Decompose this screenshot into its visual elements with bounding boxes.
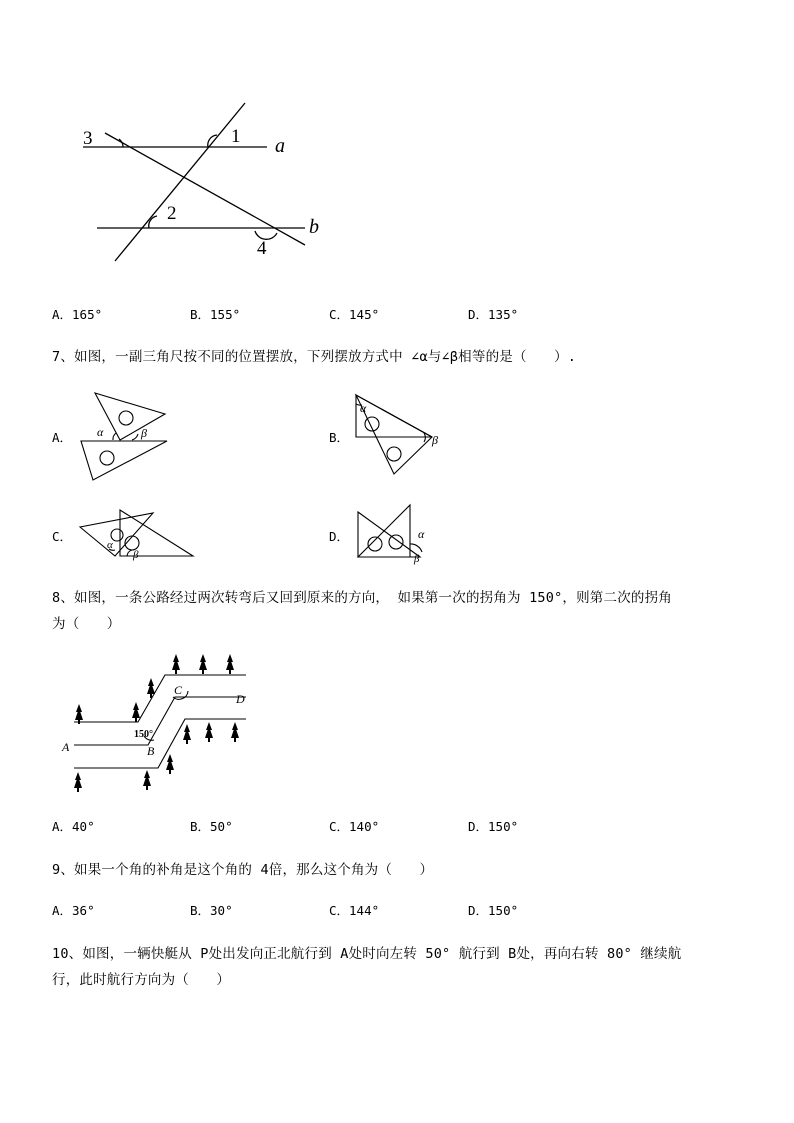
point-d-label: D [236, 692, 245, 706]
q8-stem-line2: 为（ ） [52, 616, 121, 632]
q9-stem: 9、如果一个角的补角是这个角的 4倍，那么这个角为（ ） [52, 862, 434, 878]
q7-option-c-letter: C． [52, 529, 73, 544]
q6-option-d: D．135° [468, 307, 519, 322]
angle-4-label: 4 [257, 238, 267, 259]
q6-option-a: A．165° [52, 307, 103, 322]
point-c-label: C [174, 683, 183, 697]
q8-option-a: A．40° [52, 819, 95, 834]
q9-option-c: C．144° [329, 903, 380, 918]
angle-1-label: 1 [231, 126, 241, 147]
beta-label: β [133, 549, 139, 561]
q10-stem-line1: 10、如图，一辆快艇从 P处出发向正北航行到 A处时向左转 50° 航行到 B处，再向右转 80° 继续航 [52, 946, 682, 962]
q6-figure [75, 95, 335, 270]
q7-option-a-figure [75, 388, 175, 483]
q6-option-c: C．145° [329, 307, 380, 322]
q7-option-c-figure [75, 505, 200, 565]
alpha-label: α [360, 401, 367, 415]
q7-option-b-figure [350, 390, 450, 480]
alpha-label: α [418, 527, 425, 541]
q7-option-b-letter: B． [329, 430, 350, 445]
q8-option-b: B．50° [190, 819, 233, 834]
q9-option-d: D．150° [468, 903, 519, 918]
q9-option-b: B．30° [190, 903, 233, 918]
beta-label: β [432, 433, 438, 447]
q7-option-d-letter: D． [329, 529, 350, 544]
alpha-label: α [97, 425, 104, 439]
line-a-label: a [275, 135, 285, 157]
angle-2-label: 2 [167, 203, 177, 224]
q8-road-figure [60, 648, 260, 796]
q8-option-d: D．150° [468, 819, 519, 834]
q8-stem-line1: 8、如图，一条公路经过两次转弯后又回到原来的方向， 如果第一次的拐角为 150°，则第二次的拐角 [52, 590, 672, 606]
point-b-label: B [147, 744, 155, 758]
transversal-1 [115, 103, 245, 261]
angle-3-label: 3 [83, 128, 93, 149]
q7-stem: 7、如图，一副三角尺按不同的位置摆放，下列摆放方式中 ∠α与∠β相等的是（ ）. [52, 349, 577, 365]
q6-option-b: B．155° [190, 307, 241, 322]
q8-option-c: C．140° [329, 819, 380, 834]
q9-option-a: A．36° [52, 903, 95, 918]
q7-option-a-letter: A． [52, 430, 73, 445]
q7-option-d-figure [350, 500, 440, 565]
q10-stem-line2: 行，此时航行方向为（ ） [52, 972, 231, 988]
angle-150-label: 150° [134, 729, 153, 740]
beta-label: β [414, 553, 420, 565]
beta-label: β [141, 426, 147, 440]
point-a-label: A [62, 740, 70, 754]
alpha-label: α [107, 539, 113, 551]
line-b-label: b [309, 216, 319, 238]
